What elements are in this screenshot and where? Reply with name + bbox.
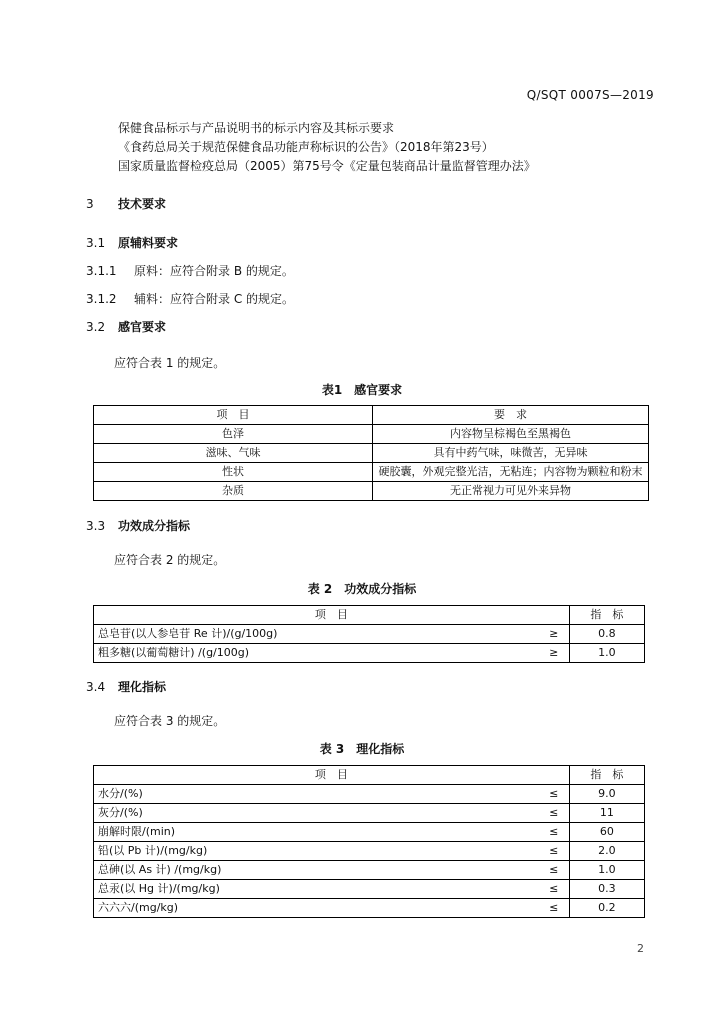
- section-title: 功效成分指标: [118, 519, 191, 533]
- table-cell: 11: [569, 804, 644, 823]
- section-title: 技术要求: [118, 197, 167, 211]
- table-cell: ≤: [539, 861, 570, 880]
- table-row: [94, 861, 645, 880]
- table-cell: ≥: [539, 625, 570, 644]
- table-cell: ≤: [539, 785, 570, 804]
- table-header: 指 标: [569, 606, 644, 625]
- table-cell: 滋味、气味: [94, 444, 373, 463]
- table-row: [94, 899, 645, 918]
- table-row: [94, 625, 645, 644]
- clause-3-1-1: [86, 262, 294, 279]
- table-cell: 杂质: [94, 482, 373, 501]
- table-row: [94, 823, 645, 842]
- table-cell: 色泽: [94, 425, 373, 444]
- clause-number: 3.1.1: [86, 264, 117, 278]
- table-header-row: [94, 406, 649, 425]
- reference-line: 保健食品标示与产品说明书的标示内容及其标示要求: [118, 121, 395, 135]
- table-cell: 无正常视力可见外来异物: [373, 482, 649, 501]
- section-heading-3-4: [86, 678, 166, 695]
- table-cell: 2.0: [569, 842, 644, 861]
- table-cell: 总皂苷(以人参皂苷 Re 计)/(g/100g): [94, 625, 539, 644]
- table-cell: 性状: [94, 463, 373, 482]
- table-cell: 内容物呈棕褐色至黑褐色: [373, 425, 649, 444]
- table-header: 要 求: [373, 406, 649, 425]
- section-heading-3: [86, 195, 166, 212]
- table-cell: 总汞(以 Hg 计)/(mg/kg): [94, 880, 539, 899]
- table-caption: 表 3 理化指标: [319, 742, 405, 756]
- table-cell: 水分/(%): [94, 785, 539, 804]
- clause-text: 辅料：应符合附录 C 的规定。: [134, 292, 295, 306]
- table-row: [94, 880, 645, 899]
- table-cell: 0.8: [569, 625, 644, 644]
- table-header: 项 目: [94, 766, 570, 785]
- section-number: 3.3: [86, 519, 106, 533]
- section-title: 感官要求: [118, 320, 167, 334]
- clause-3-1-2: [86, 290, 294, 307]
- table-header: 指 标: [569, 766, 644, 785]
- physicochemical-table: [93, 765, 645, 918]
- table-cell: 1.0: [569, 861, 644, 880]
- clause-number: 3.1.2: [86, 292, 117, 306]
- table-cell: ≥: [539, 644, 570, 663]
- table-row: [94, 463, 649, 482]
- functional-components-table: [93, 605, 645, 663]
- reference-line: 《食药总局关于规范保健食品功能声称标识的公告》（2018年第23号）: [118, 140, 494, 154]
- table-cell: 60: [569, 823, 644, 842]
- table-header-row: [94, 606, 645, 625]
- table-row: [94, 842, 645, 861]
- table-cell: ≤: [539, 899, 570, 918]
- table-header-row: [94, 766, 645, 785]
- section-number: 3: [86, 197, 94, 211]
- section-title: 原辅料要求: [118, 236, 179, 250]
- sensory-table: [93, 405, 649, 501]
- paragraph: 应符合表 2 的规定。: [114, 553, 226, 567]
- section-number: 3.4: [86, 680, 106, 694]
- table-cell: 铅(以 Pb 计)/(mg/kg): [94, 842, 539, 861]
- table-cell: 0.3: [569, 880, 644, 899]
- table-cell: 崩解时限/(min): [94, 823, 539, 842]
- table-caption: 表1 感官要求: [321, 383, 403, 397]
- standard-number: Q/SQT 0007S—2019: [526, 88, 654, 102]
- table-row: [94, 425, 649, 444]
- table-cell: ≤: [539, 842, 570, 861]
- section-number: 3.2: [86, 320, 106, 334]
- paragraph: 应符合表 3 的规定。: [114, 714, 226, 728]
- table-row: [94, 482, 649, 501]
- table-header: 项 目: [94, 406, 373, 425]
- section-heading-3-2: [86, 318, 166, 335]
- table-row: [94, 785, 645, 804]
- reference-line: 国家质量监督检疫总局（2005）第75号令《定量包装商品计量监督管理办法》: [118, 159, 536, 173]
- table-cell: 硬胶囊，外观完整光洁，无粘连；内容物为颗粒和粉末: [373, 463, 649, 482]
- table-cell: 9.0: [569, 785, 644, 804]
- table-cell: ≤: [539, 823, 570, 842]
- table-row: [94, 644, 645, 663]
- section-number: 3.1: [86, 236, 106, 250]
- table-cell: 总砷(以 As 计) /(mg/kg): [94, 861, 539, 880]
- section-heading-3-3: [86, 517, 190, 534]
- section-title: 理化指标: [118, 680, 167, 694]
- table-caption: 表 2 功效成分指标: [307, 582, 417, 596]
- table-cell: ≤: [539, 880, 570, 899]
- table-cell: 灰分/(%): [94, 804, 539, 823]
- table-header: 项 目: [94, 606, 570, 625]
- paragraph: 应符合表 1 的规定。: [114, 356, 226, 370]
- table-cell: 1.0: [569, 644, 644, 663]
- table-cell: 具有中药气味，味微苦，无异味: [373, 444, 649, 463]
- table-cell: ≤: [539, 804, 570, 823]
- table-cell: 六六六/(mg/kg): [94, 899, 539, 918]
- table-row: [94, 804, 645, 823]
- clause-text: 原料：应符合附录 B 的规定。: [134, 264, 294, 278]
- table-cell: 粗多糖(以葡萄糖计) /(g/100g): [94, 644, 539, 663]
- table-row: [94, 444, 649, 463]
- section-heading-3-1: [86, 234, 178, 251]
- page-number: 2: [637, 942, 644, 955]
- table-cell: 0.2: [569, 899, 644, 918]
